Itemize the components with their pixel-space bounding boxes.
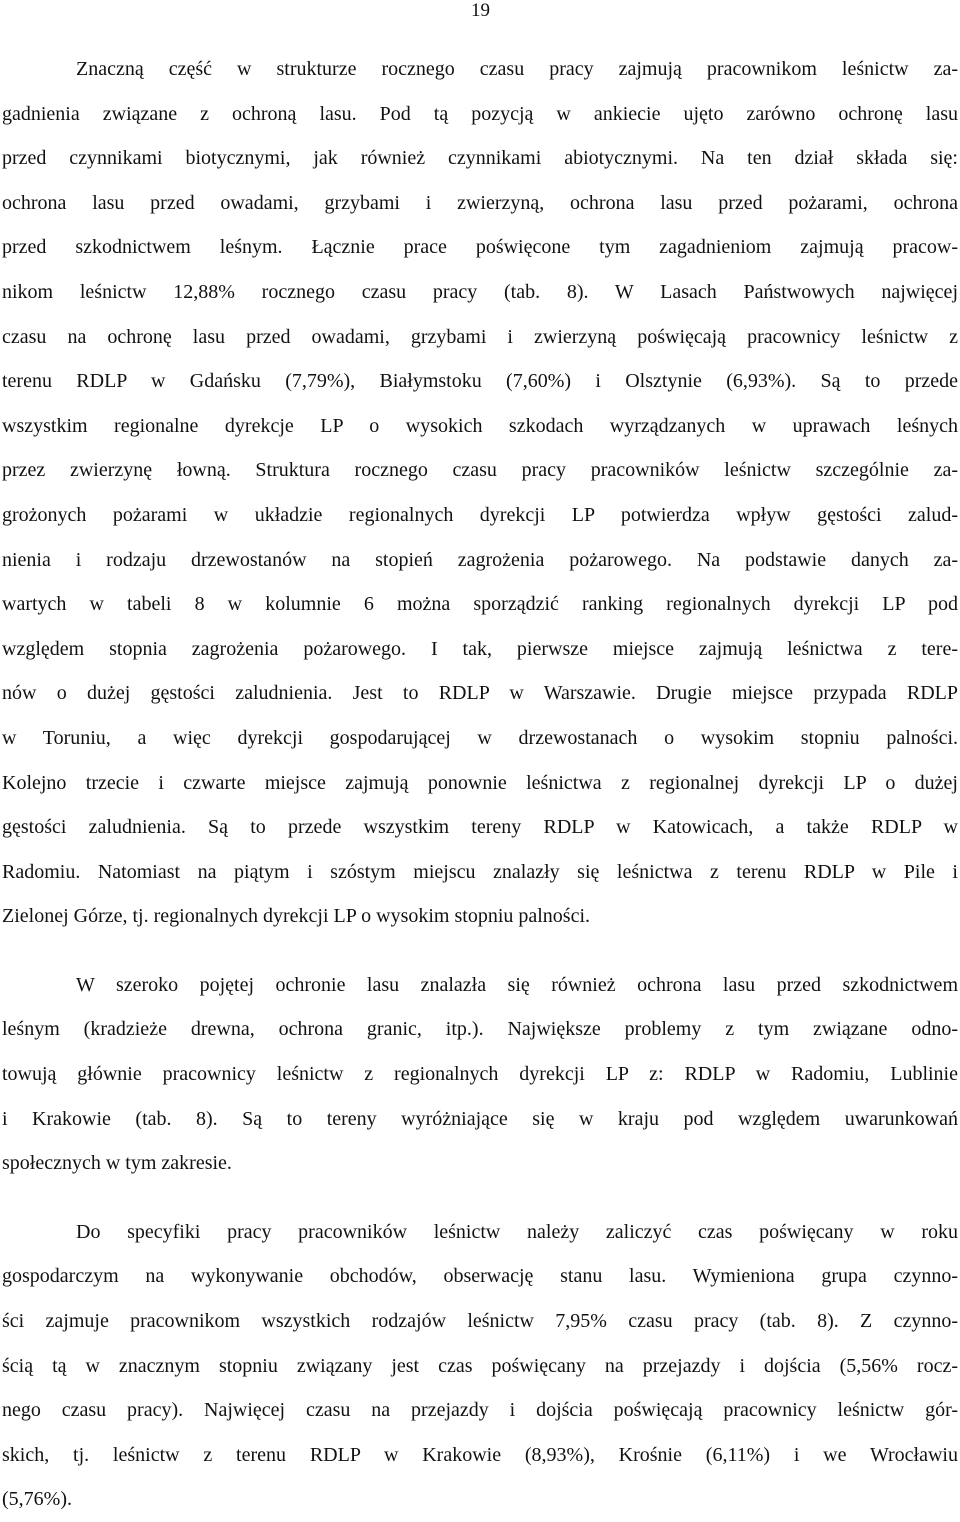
text-line: wartych w tabeli 8 w kolumnie 6 można sporządzić ranking regionalnych dyrekcji LP pod: [2, 593, 958, 616]
text-line: i Krakowie (tab. 8). Są to tereny wyróżniające się w kraju pod względem uwarunkowań: [2, 1107, 958, 1130]
text-line: względem stopnia zagrożenia pożarowego. I tak, pierwsze miejsce zajmują leśnictwa z tere-: [2, 637, 958, 660]
text-line: (5,76%).: [2, 1488, 72, 1511]
text-line: przed czynnikami biotycznymi, jak również czynnikami abiotycznymi. Na ten dział składa się:: [2, 147, 958, 170]
paragraph-forest-protection: [2, 47, 958, 939]
text-line: wszystkim regionalne dyrekcje LP o wysokich szkodach wyrządzanych w uprawach leśnych: [2, 414, 958, 437]
document-body: [2, 47, 958, 1522]
text-line: Znaczną część w strukturze rocznego czasu pracy zajmują pracownikom leśnictw za-: [76, 58, 958, 80]
text-line: skich, tj. leśnictw z terenu RDLP w Krakowie (8,93%), Krośnie (6,11%) i we Wrocławiu: [2, 1443, 958, 1466]
text-line: gospodarczym na wykonywanie obchodów, obserwację stanu lasu. Wymieniona grupa czynno-: [2, 1265, 958, 1288]
paragraph-forest-crime: [2, 963, 958, 1186]
text-line: w Toruniu, a więc dyrekcji gospodarującej w drzewostanach o wysokim stopniu palności.: [2, 726, 958, 749]
text-line: przez zwierzynę łowną. Struktura rocznego czasu pracy pracowników leśnictw szczególnie za-: [2, 459, 958, 482]
text-line: Radomiu. Natomiast na piątym i szóstym miejscu znalazły się leśnictwa z terenu RDLP w Pile i: [2, 860, 958, 883]
page-number: 19: [471, 0, 490, 21]
text-line: Zielonej Górze, tj. regionalnych dyrekcji LP o wysokim stopniu palności.: [2, 905, 591, 928]
text-line: leśnym (kradzieże drewna, ochrona granic, itp.). Największe problemy z tym związane odno-: [2, 1018, 958, 1041]
text-line: społecznych w tym zakresie.: [2, 1152, 232, 1175]
text-line: ści zajmuje pracownikom wszystkich rodzajów leśnictw 7,95% czasu pracy (tab. 8). Z czynno-: [2, 1310, 958, 1333]
paragraph-gap: [2, 939, 958, 963]
text-line: Do specyfiki pracy pracowników leśnictw należy zaliczyć czas poświęcany w roku: [76, 1220, 958, 1243]
paragraph-patrols: [2, 1210, 958, 1522]
text-line: przed szkodnictwem leśnym. Łącznie prace poświęcone tym zagadnieniom zajmują pracow-: [2, 236, 958, 259]
text-line: nienia i rodzaju drzewostanów na stopień zagrożenia pożarowego. Na podstawie danych za-: [2, 548, 958, 571]
text-line: gadnienia związane z ochroną lasu. Pod tą pozycją w ankiecie ujęto zarówno ochronę lasu: [2, 102, 958, 125]
text-line: grożonych pożarami w układzie regionalnych dyrekcji LP potwierdza wpływ gęstości zalud-: [2, 503, 958, 526]
text-line: W szeroko pojętej ochronie lasu znalazła się również ochrona lasu przed szkodnictwem: [76, 973, 958, 996]
text-line: gęstości zaludnienia. Są to przede wszystkim tereny RDLP w Katowicach, a także RDLP w: [2, 816, 958, 839]
text-line: towują głównie pracownicy leśnictw z regionalnych dyrekcji LP z: RDLP w Radomiu, Lublinie: [2, 1063, 958, 1086]
paragraph-gap: [2, 1186, 958, 1210]
text-line: Kolejno trzecie i czwarte miejsce zajmują ponownie leśnictwa z regionalnej dyrekcji LP o dużej: [2, 771, 958, 794]
text-line: ochrona lasu przed owadami, grzybami i zwierzyną, ochrona lasu przed pożarami, ochrona: [2, 191, 958, 214]
text-line: ścią tą w znacznym stopniu związany jest czas poświęcany na przejazdy i dojścia (5,56% rocz-: [2, 1354, 958, 1377]
text-line: nów o dużej gęstości zaludnienia. Jest to RDLP w Warszawie. Drugie miejsce przypada RDLP: [2, 682, 958, 705]
text-line: czasu na ochronę lasu przed owadami, grzybami i zwierzyną poświęcają pracownicy leśnictw z: [2, 325, 958, 348]
text-line: nikom leśnictw 12,88% rocznego czasu pracy (tab. 8). W Lasach Państwowych najwięcej: [2, 280, 958, 303]
text-line: nego czasu pracy). Najwięcej czasu na przejazdy i dojścia poświęcają pracownicy leśnictw gór-: [2, 1399, 958, 1422]
text-line: terenu RDLP w Gdańsku (7,79%), Białymstoku (7,60%) i Olsztynie (6,93%). Są to przede: [2, 370, 958, 393]
